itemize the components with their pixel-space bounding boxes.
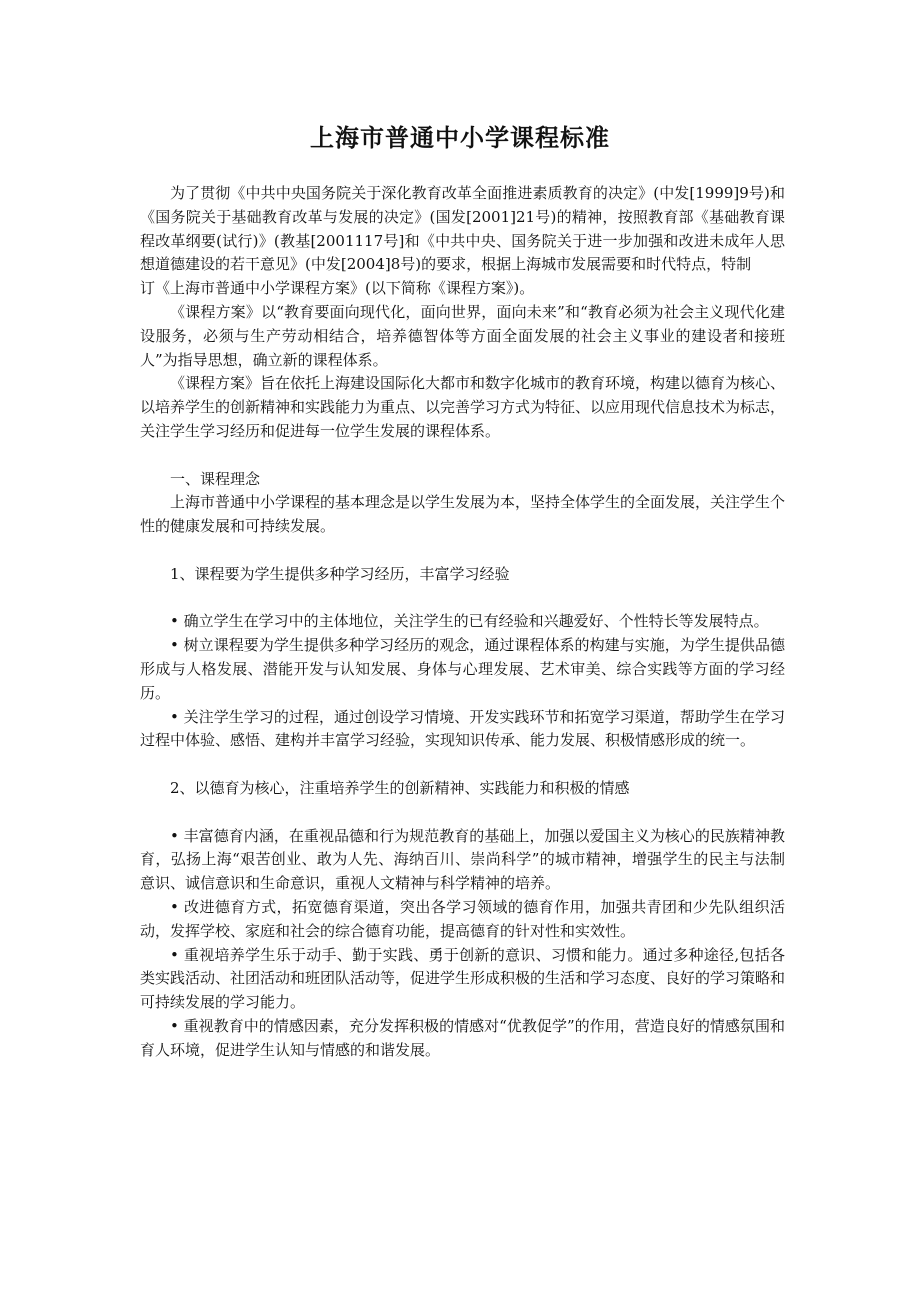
intro-paragraph: 订《上海市普通中小学课程方案》(以下简称《课程方案》)。 [140,279,535,298]
spacer [140,587,785,611]
intro-paragraph: 《课程方案》旨在依托上海建设国际化大都市和数字化城市的教育环境，构建以德育为核心、以培养学生的创新精神和实践能力为重点、以完善学习方式为特征、以应用现代信息技术为标志，关注学生学习经历和促进每一位学生发展的课程体系。 [140,374,786,440]
spacer [140,801,785,825]
document-body [140,182,785,1062]
spacer [140,444,785,468]
bullet-paragraph: • 重视教育中的情感因素，充分发挥积极的情感对“优教促学”的作用，营造良好的情感氛围和育人环境，促进学生认知与情感的和谐发展。 [140,1016,785,1059]
spacer [140,753,785,777]
subsection-heading: 1、课程要为学生提供多种学习经历，丰富学习经验 [170,564,510,583]
bullet-paragraph: • 丰富德育内涵，在重视品德和行为规范教育的基础上，加强以爱国主义为核心的民族精神教育，弘扬上海“艰苦创业、敢为人先、海纳百川、崇尚科学”的城市精神，增强学生的民主与法制意识、诚信意识和生命意识，重视人文精神与科学精神的培养。 [140,826,785,893]
section-paragraph: 上海市普通中小学课程的基本理念是以学生发展为本，坚持全体学生的全面发展，关注学生个性的健康发展和可持续发展。 [140,493,786,536]
spacer [140,539,785,563]
subsection-heading: 2、以德育为核心，注重培养学生的创新精神、实践能力和积极的情感 [170,778,630,797]
bullet-paragraph: • 改进德育方式，拓宽德育渠道，突出各学习领域的德育作用，加强共青团和少先队组织活动，发挥学校、家庭和社会的综合德育功能，提高德育的针对性和实效性。 [140,897,785,940]
section-heading: 一、课程理念 [170,469,261,488]
bullet-paragraph: • 树立课程要为学生提供多种学习经历的观念，通过课程体系的构建与实施，为学生提供品德形成与人格发展、潜能开发与认知发展、身体与心理发展、艺术审美、综合实践等方面的学习经历。 [140,636,785,702]
bullet-paragraph: • 确立学生在学习中的主体地位，关注学生的已有经验和兴趣爱好、个性特长等发展特点。 [170,612,769,631]
bullet-paragraph: • 重视培养学生乐于动手、勤于实践、勇于创新的意识、习惯和能力。通过多种途径,包括各类实践活动、社团活动和班团队活动等，促进学生形成积极的生活和学习态度、良好的学习策略和可持续发展的学习能力。 [140,945,786,1012]
intro-paragraph: 《课程方案》以“教育要面向现代化，面向世界，面向未来”和“教育必须为社会主义现代化建设服务，必须与生产劳动相结合，培养德智体等方面全面发展的社会主义事业的建设者和接班人”为指导思想，确立新的课程体系。 [140,302,785,369]
bullet-paragraph: • 关注学生学习的过程，通过创设学习情境、开发实践环节和拓宽学习渠道，帮助学生在学习过程中体验、感悟、建构并丰富学习经验，实现知识传承、能力发展、积极情感形成的统一。 [140,707,785,750]
page-title: 上海市普通中小学课程标准 [310,124,610,152]
intro-paragraph: 为了贯彻《中共中央国务院关于深化教育改革全面推进素质教育的决定》(中发[1999]9号)和《国务院关于基础教育改革与发展的决定》(国发[2001]21号)的精神，按照教育部《基础教育课程改革纲要(试行)》(教基[2001117号]和《中共中央、国务院关于进一步加强和改进未成年人思想道德建设的若干意见》(中发[2004]8号)的要求，根据上海城市发展需要和时代特点，特制 [140,184,785,274]
